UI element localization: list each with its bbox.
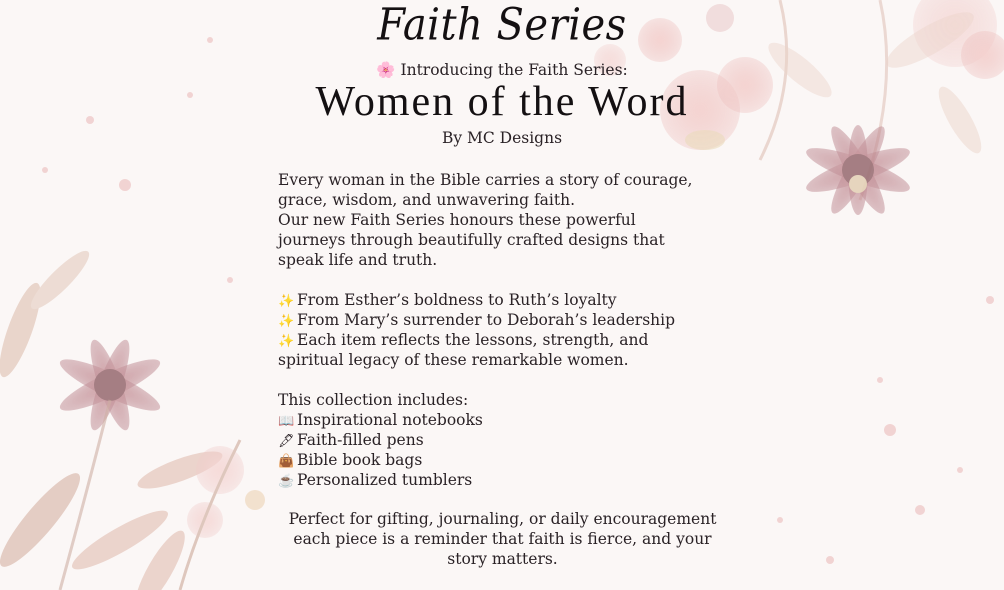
- coffee-icon: ☕: [278, 474, 295, 489]
- pen-icon: 🖋: [278, 434, 295, 449]
- main-title: Women of the Word: [315, 79, 689, 125]
- closing-paragraph: [270, 509, 735, 569]
- intro-paragraph-line: Our new Faith Series honours these powerful: [278, 211, 636, 229]
- purse-icon: 👜: [278, 454, 295, 469]
- closing-line: story matters.: [447, 550, 558, 568]
- highlight-item: [278, 310, 748, 330]
- collection-item-label: Faith-filled pens: [297, 431, 424, 449]
- collection-item-label: Inspirational notebooks: [297, 411, 483, 429]
- sparkles-icon: ✨: [278, 314, 295, 329]
- open-book-icon: 📖: [278, 414, 295, 429]
- collection-item: [278, 430, 748, 450]
- highlight-continuation: spiritual legacy of these remarkable women.: [278, 351, 629, 369]
- highlight-text: From Esther’s boldness to Ruth’s loyalty: [297, 291, 617, 309]
- highlight-text: Each item reflects the lessons, strength, and: [297, 331, 649, 349]
- collection-item: [278, 450, 748, 470]
- body-copy: [278, 170, 748, 490]
- collection-item: [278, 470, 748, 490]
- sparkles-icon: ✨: [278, 294, 295, 309]
- script-title: Faith Series: [377, 0, 627, 51]
- intro-text: Introducing the Faith Series:: [400, 61, 628, 79]
- byline: By MC Designs: [441, 129, 563, 147]
- sparkles-icon: ✨: [278, 334, 295, 349]
- intro-paragraph-line: Every woman in the Bible carries a story of courage,: [278, 171, 693, 189]
- cherry-blossom-icon: 🌸: [376, 61, 396, 79]
- highlight-text: From Mary’s surrender to Deborah’s leadership: [297, 311, 676, 329]
- intro-line: [0, 61, 1004, 79]
- intro-paragraph-line: speak life and truth.: [278, 251, 438, 269]
- collection-item-label: Personalized tumblers: [297, 471, 473, 489]
- intro-paragraph-line: journeys through beautifully crafted designs that: [278, 231, 665, 249]
- collection-item: [278, 410, 748, 430]
- collection-item-label: Bible book bags: [297, 451, 423, 469]
- highlight-item: [278, 290, 748, 310]
- highlight-item: [278, 330, 748, 350]
- closing-line: Perfect for gifting, journaling, or daily encouragement: [288, 510, 717, 528]
- intro-paragraph-line: grace, wisdom, and unwavering faith.: [278, 191, 576, 209]
- collection-heading: This collection includes:: [278, 391, 469, 409]
- closing-line: each piece is a reminder that faith is fierce, and your: [293, 530, 712, 548]
